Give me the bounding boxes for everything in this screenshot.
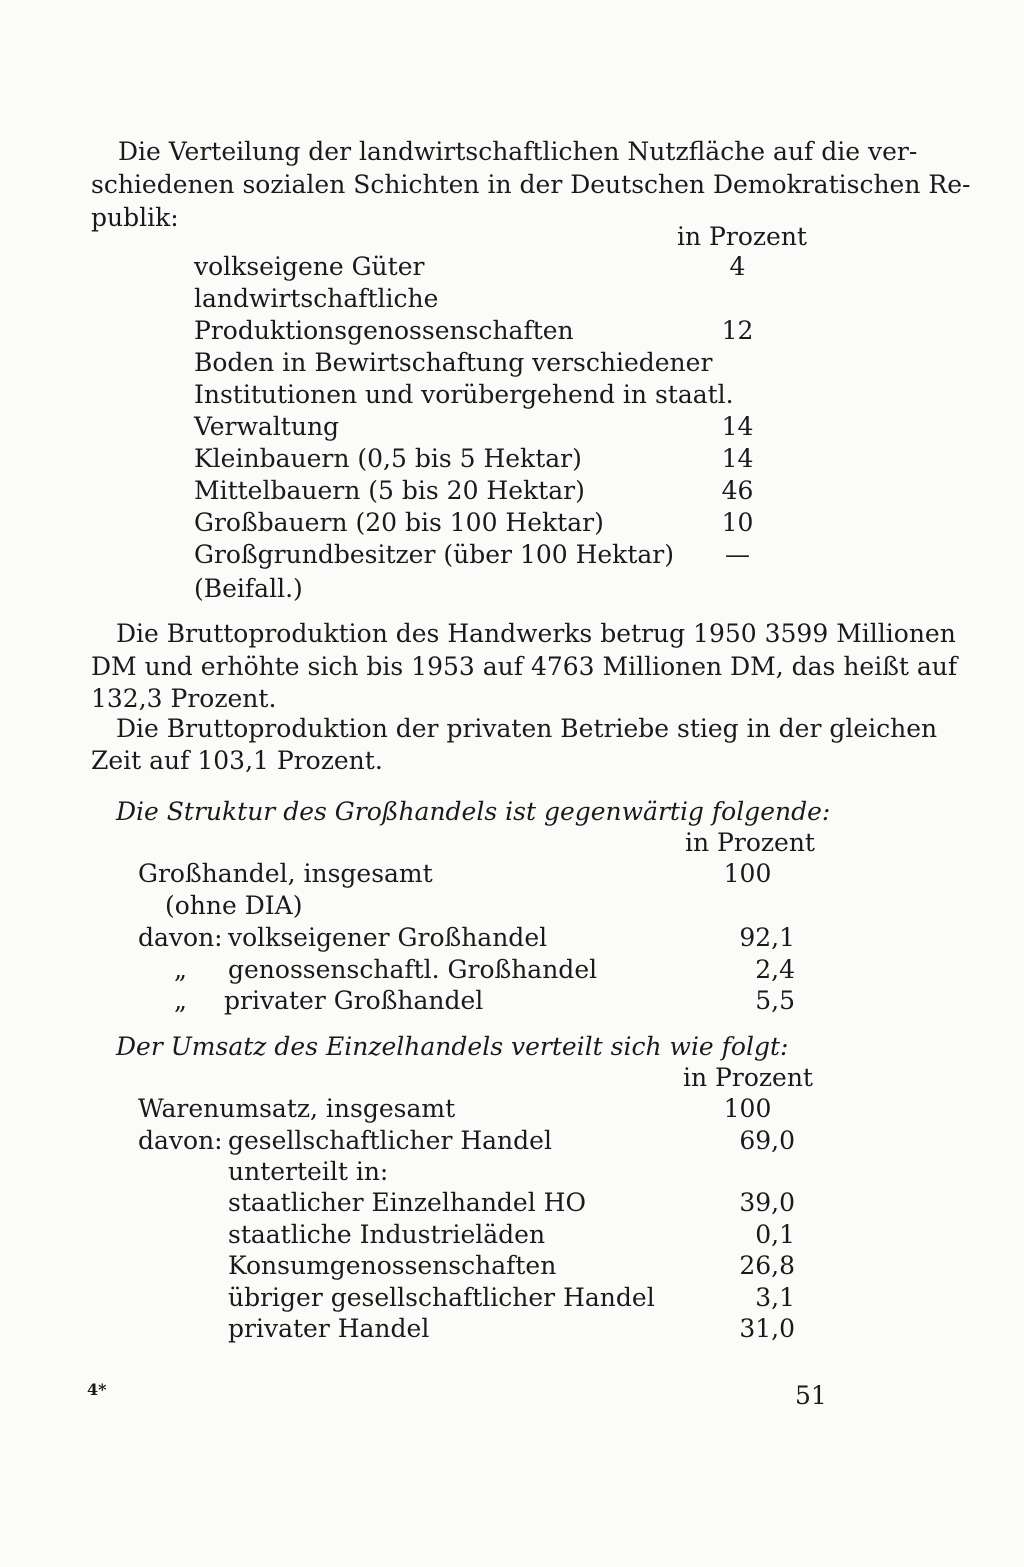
table3-row-value: 0,1 (755, 1220, 795, 1249)
table2-row-label: (ohne DIA) (165, 891, 303, 920)
table1-row-value: 4 (729, 252, 746, 281)
table1-row-value: — (725, 540, 750, 569)
table1-row-value: 12 (721, 316, 754, 345)
table1-row-value: 14 (721, 444, 754, 473)
table2-row-value: 2,4 (755, 955, 795, 984)
table3-row-label: übriger gesellschaftlicher Handel (228, 1283, 655, 1312)
table3-row-value: 100 (723, 1094, 772, 1123)
table2-row-prefix: davon: (138, 923, 223, 952)
table1-row-label: Großbauern (20 bis 100 Hektar) (194, 508, 604, 537)
table1-row-label: Kleinbauern (0,5 bis 5 Hektar) (194, 444, 582, 473)
table2-row-label: Großhandel, insgesamt (138, 859, 433, 888)
table2-row-value: 100 (723, 859, 772, 888)
page-number: 51 (795, 1381, 827, 1410)
table2-row-label: volkseigener Großhandel (228, 923, 548, 952)
table1-row-label: Institutionen und vorübergehend in staatl. (194, 380, 734, 409)
table2-row-label: privater Großhandel (224, 986, 484, 1015)
table2-row-prefix: „ (174, 955, 187, 984)
para1-line-1: Die Bruttoproduktion des Handwerks betrug 1950 3599 Millionen (116, 619, 956, 648)
table2-row-label: genossenschaftl. Großhandel (228, 955, 598, 984)
para1-line-2: DM und erhöhte sich bis 1953 auf 4763 Millionen DM, das heißt auf (91, 652, 958, 681)
table3-heading: Der Umsatz des Einzelhandels verteilt sich wie folgt: (116, 1032, 789, 1061)
table2-row-value: 92,1 (739, 923, 795, 952)
table3-row-label: staatliche Industrieläden (228, 1220, 546, 1249)
table3-row-label: Warenumsatz, insgesamt (138, 1094, 456, 1123)
table1-row-label: Produktionsgenossenschaften (194, 316, 574, 345)
para2-line-2: Zeit auf 103,1 Prozent. (91, 746, 383, 775)
para2-line-1: Die Bruttoproduktion der privaten Betriebe stieg in der gleichen (116, 714, 938, 743)
table3-row-label: gesellschaftlicher Handel (228, 1126, 552, 1155)
table2-heading: Die Struktur des Großhandels ist gegenwärtig folgende: (116, 797, 831, 826)
para1-line-3: 132,3 Prozent. (91, 684, 277, 713)
table3-row-label: privater Handel (228, 1314, 430, 1343)
table3-row-value: 26,8 (739, 1251, 795, 1280)
applause-note: (Beifall.) (194, 574, 303, 603)
table3-row-prefix: davon: (138, 1126, 223, 1155)
table1-row-label: Boden in Bewirtschaftung verschiedener (194, 348, 713, 377)
table3-row-value: 39,0 (739, 1188, 795, 1217)
intro-line-3: publik: (91, 203, 179, 232)
table3-row-label: unterteilt in: (228, 1157, 389, 1186)
table1-row-label: Mittelbauern (5 bis 20 Hektar) (194, 476, 585, 505)
table2-row-value: 5,5 (755, 986, 795, 1015)
table1-row-value: 10 (721, 508, 754, 537)
table3-row-value: 3,1 (755, 1283, 795, 1312)
table2-header: in Prozent (685, 828, 815, 857)
table3-row-label: staatlicher Einzelhandel HO (228, 1188, 586, 1217)
table3-header: in Prozent (683, 1063, 813, 1092)
table3-row-value: 69,0 (739, 1126, 795, 1155)
table3-row-label: Konsumgenossenschaften (228, 1251, 557, 1280)
intro-line-1: Die Verteilung der landwirtschaftlichen Nutzfläche auf die ver- (118, 137, 918, 166)
table2-row-prefix: „ (174, 986, 187, 1015)
table1-row-label: landwirtschaftliche (194, 284, 439, 313)
table1-row-label: Großgrundbesitzer (über 100 Hektar) (194, 540, 674, 569)
table1-row-value: 14 (721, 412, 754, 441)
table1-row-label: volkseigene Güter (194, 252, 425, 281)
table3-row-value: 31,0 (739, 1314, 795, 1343)
signature-mark: 4* (87, 1380, 107, 1399)
table1-row-value: 46 (721, 476, 754, 505)
intro-line-2: schiedenen sozialen Schichten in der Deutschen Demokratischen Re- (91, 170, 971, 199)
table1-row-label: Verwaltung (194, 412, 340, 441)
table1-header: in Prozent (677, 222, 807, 251)
